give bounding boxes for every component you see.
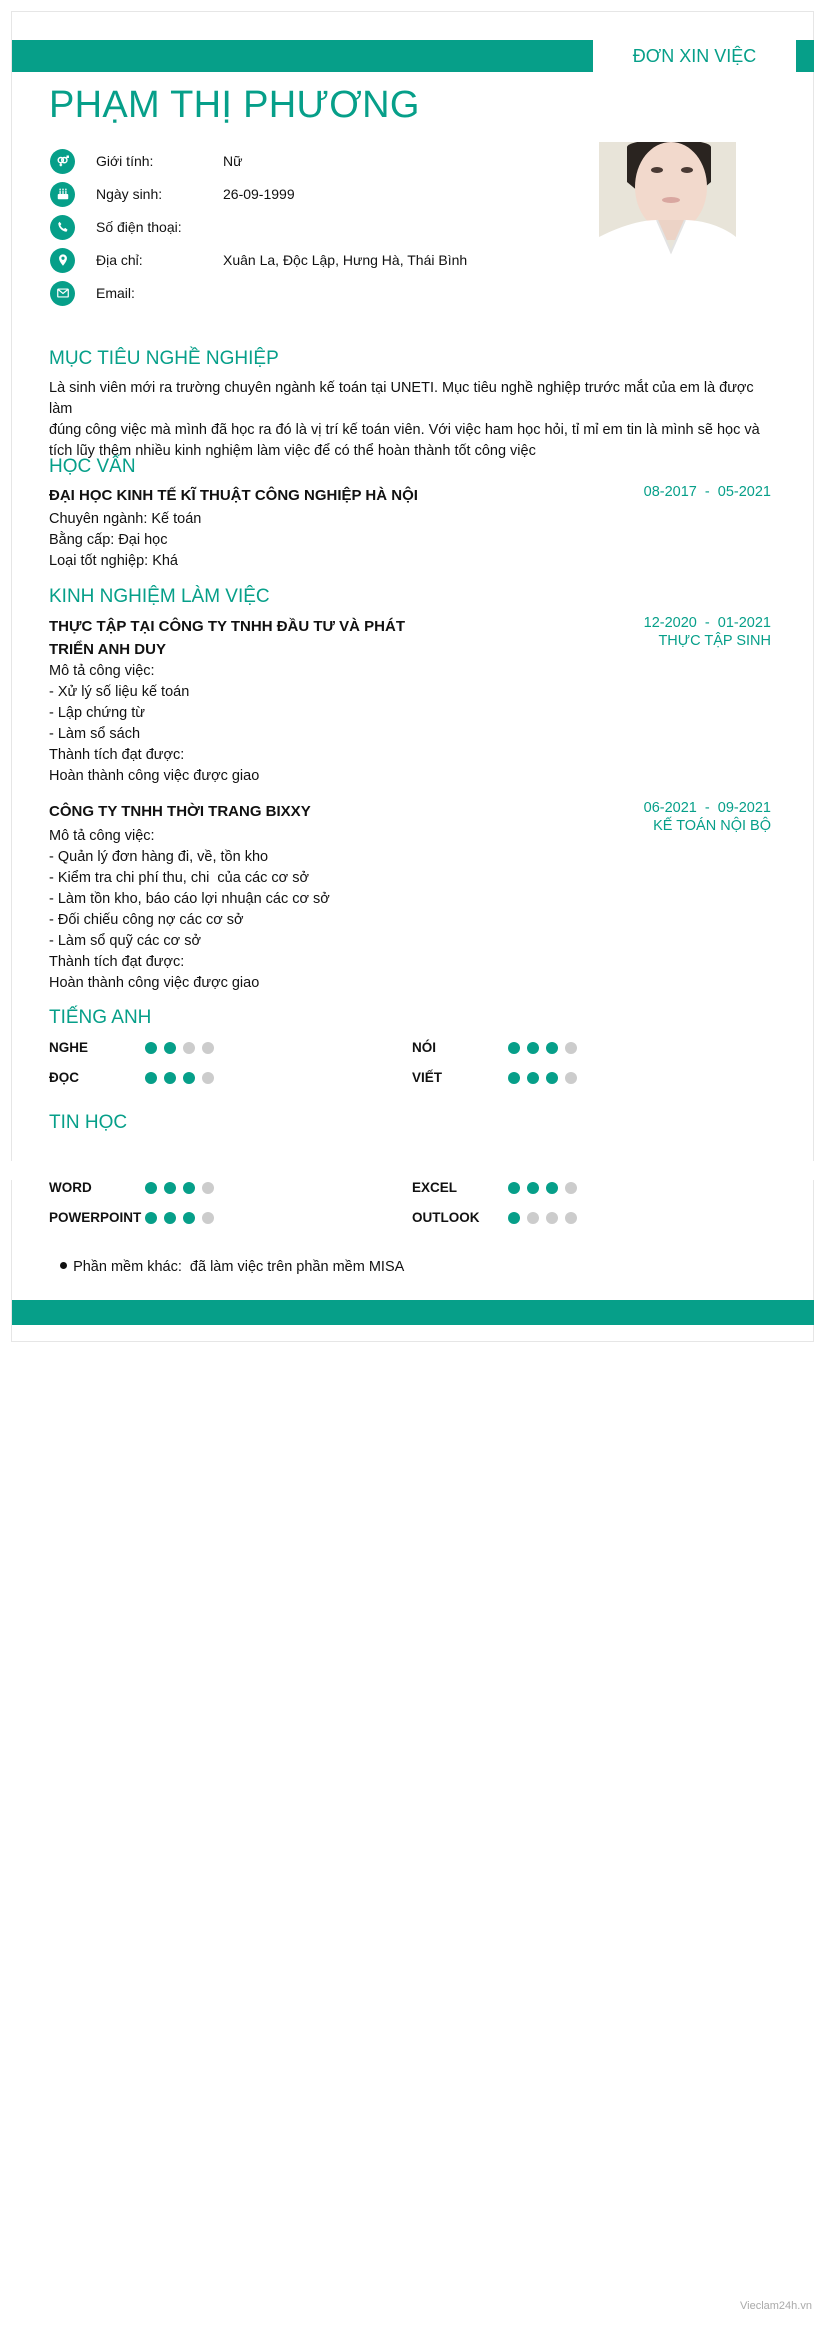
job-detail: Hoàn thành công việc được giao <box>49 768 260 784</box>
info-row-phone <box>50 214 182 240</box>
skill-rating-excel <box>508 1182 577 1194</box>
section-title-it: TIN HỌC <box>49 1112 128 1133</box>
header-accent-bar-right <box>796 40 814 72</box>
school-name: ĐẠI HỌC KINH TẾ KĨ THUẬT CÔNG NGHIỆP HÀ NỘI <box>49 487 418 504</box>
rating-dot-empty <box>527 1212 539 1224</box>
rating-dot-filled <box>546 1182 558 1194</box>
objective-line: Là sinh viên mới ra trường chuyên ngành kế toán tại UNETI. Mục tiêu nghề nghiệp trước mắt của em là được làm <box>49 380 754 417</box>
rating-dot-filled <box>508 1042 520 1054</box>
section-title-education: HỌC VẤN <box>49 456 136 477</box>
info-row-email <box>50 280 135 306</box>
skill-rating-reading <box>145 1072 214 1084</box>
rating-dot-filled <box>183 1212 195 1224</box>
info-value-address: Xuân La, Độc Lập, Hưng Hà, Thái Bình <box>223 252 468 268</box>
rating-dot-filled <box>527 1182 539 1194</box>
skill-rating-outlook <box>508 1212 577 1224</box>
rating-dot-filled <box>546 1072 558 1084</box>
info-row-gender <box>50 148 243 174</box>
profile-photo <box>599 142 736 278</box>
job-position: THỰC TẬP SINH <box>658 633 771 649</box>
document-type-label: ĐƠN XIN VIỆC <box>632 46 757 66</box>
rating-dot-empty <box>565 1212 577 1224</box>
info-row-address <box>50 247 468 273</box>
education-detail: Chuyên ngành: Kế toán <box>49 511 202 527</box>
rating-dot-filled <box>546 1042 558 1054</box>
skill-rating-word <box>145 1182 214 1194</box>
skill-label: EXCEL <box>412 1180 458 1195</box>
job-detail: - Lập chứng từ <box>49 705 145 721</box>
job-detail: Thành tích đạt được: <box>49 954 185 970</box>
job-dates: 06-2021 - 09-2021 <box>643 800 771 816</box>
job-detail: - Xử lý số liệu kế toán <box>49 684 190 700</box>
job-detail: Mô tả công việc: <box>49 828 155 844</box>
rating-dot-filled <box>145 1182 157 1194</box>
rating-dot-empty <box>202 1042 214 1054</box>
rating-dot-empty <box>202 1212 214 1224</box>
phone-icon <box>50 215 75 240</box>
job-dates: 12-2020 - 01-2021 <box>643 615 771 631</box>
rating-dot-filled <box>183 1072 195 1084</box>
job-detail: Mô tả công việc: <box>49 663 155 679</box>
job-detail: - Làm tồn kho, báo cáo lợi nhuận các cơ sở <box>49 891 330 907</box>
rating-dot-filled <box>164 1212 176 1224</box>
rating-dot-empty <box>202 1182 214 1194</box>
info-value-gender: Nữ <box>223 153 243 169</box>
job-detail: - Quản lý đơn hàng đi, về, tồn kho <box>49 849 269 865</box>
rating-dot-empty <box>565 1042 577 1054</box>
job-detail: - Kiểm tra chi phí thu, chi của các cơ sở <box>49 870 309 886</box>
skill-label: VIẾT <box>412 1070 443 1085</box>
education-detail: Loại tốt nghiệp: Khá <box>49 553 178 569</box>
education-dates: 08-2017 - 05-2021 <box>643 484 771 500</box>
candidate-name: PHẠM THỊ PHƯƠNG <box>49 84 420 126</box>
objective-line: đúng công việc mà mình đã học ra đó là vị trí kế toán viên. Với việc ham học hỏi, tỉ mỉ em tin là mình sẽ học và <box>49 422 760 438</box>
rating-dot-empty <box>565 1072 577 1084</box>
info-label: Email: <box>96 285 135 301</box>
info-value-birthday: 26-09-1999 <box>223 186 295 202</box>
job-company-line: CÔNG TY TNHH THỜI TRANG BIXXY <box>49 803 311 820</box>
skill-label: WORD <box>49 1180 92 1195</box>
info-label: Giới tính: <box>96 153 154 169</box>
skill-label: OUTLOOK <box>412 1210 480 1225</box>
skill-rating-listening <box>145 1042 214 1054</box>
rating-dot-filled <box>145 1212 157 1224</box>
job-detail: - Đối chiếu công nợ các cơ sở <box>49 912 244 928</box>
location-pin-icon <box>50 248 75 273</box>
objective-line: tích lũy thêm nhiều kinh nghiệm làm việc để có thể hoàn thành tốt công việc <box>49 443 536 459</box>
job-company-line: THỰC TẬP TẠI CÔNG TY TNHH ĐẦU TƯ VÀ PHÁT <box>49 618 406 635</box>
skill-label: ĐỌC <box>49 1070 79 1085</box>
footer-accent-bar <box>12 1300 814 1325</box>
info-row-birthday <box>50 181 295 207</box>
bullet-icon <box>60 1262 67 1269</box>
rating-dot-empty <box>202 1072 214 1084</box>
section-title-english: TIẾNG ANH <box>49 1007 152 1028</box>
rating-dot-empty <box>565 1182 577 1194</box>
rating-dot-filled <box>508 1182 520 1194</box>
rating-dot-filled <box>164 1182 176 1194</box>
rating-dot-filled <box>145 1042 157 1054</box>
skill-label: NGHE <box>49 1040 89 1055</box>
section-title-objective: MỤC TIÊU NGHỀ NGHIỆP <box>49 348 279 369</box>
job-company-line: TRIỂN ANH DUY <box>49 641 166 658</box>
info-label: Ngày sinh: <box>96 186 163 202</box>
info-label: Địa chỉ: <box>96 252 143 268</box>
skill-rating-speaking <box>508 1042 577 1054</box>
skill-label: POWERPOINT <box>49 1210 142 1225</box>
info-label: Số điện thoại: <box>96 219 182 235</box>
rating-dot-filled <box>164 1072 176 1084</box>
job-detail: Thành tích đạt được: <box>49 747 185 763</box>
rating-dot-filled <box>183 1182 195 1194</box>
rating-dot-filled <box>527 1072 539 1084</box>
skill-label: NÓI <box>412 1040 437 1055</box>
rating-dot-filled <box>508 1072 520 1084</box>
section-title-experience: KINH NGHIỆM LÀM VIỆC <box>49 586 270 607</box>
other-software-text: Phần mềm khác: đã làm việc trên phần mềm MISA <box>73 1259 405 1275</box>
job-position: KẾ TOÁN NỘI BỘ <box>653 818 771 834</box>
skill-rating-writing <box>508 1072 577 1084</box>
skill-rating-powerpoint <box>145 1212 214 1224</box>
rating-dot-filled <box>164 1042 176 1054</box>
job-detail: Hoàn thành công việc được giao <box>49 975 260 991</box>
rating-dot-filled <box>527 1042 539 1054</box>
header-accent-bar <box>12 40 593 72</box>
job-detail: - Làm sổ sách <box>49 726 141 742</box>
job-detail: - Làm sổ quỹ các cơ sở <box>49 933 201 949</box>
rating-dot-filled <box>508 1212 520 1224</box>
rating-dot-filled <box>145 1072 157 1084</box>
birthday-cake-icon <box>50 182 75 207</box>
portrait-image <box>599 142 736 278</box>
rating-dot-empty <box>546 1212 558 1224</box>
other-software <box>52 1236 404 1278</box>
envelope-icon <box>50 281 75 306</box>
gender-icon <box>50 149 75 174</box>
education-detail: Bằng cấp: Đại học <box>49 532 168 548</box>
watermark: Vieclam24h.vn <box>740 2300 812 2312</box>
objective-text <box>49 378 779 462</box>
rating-dot-empty <box>183 1042 195 1054</box>
